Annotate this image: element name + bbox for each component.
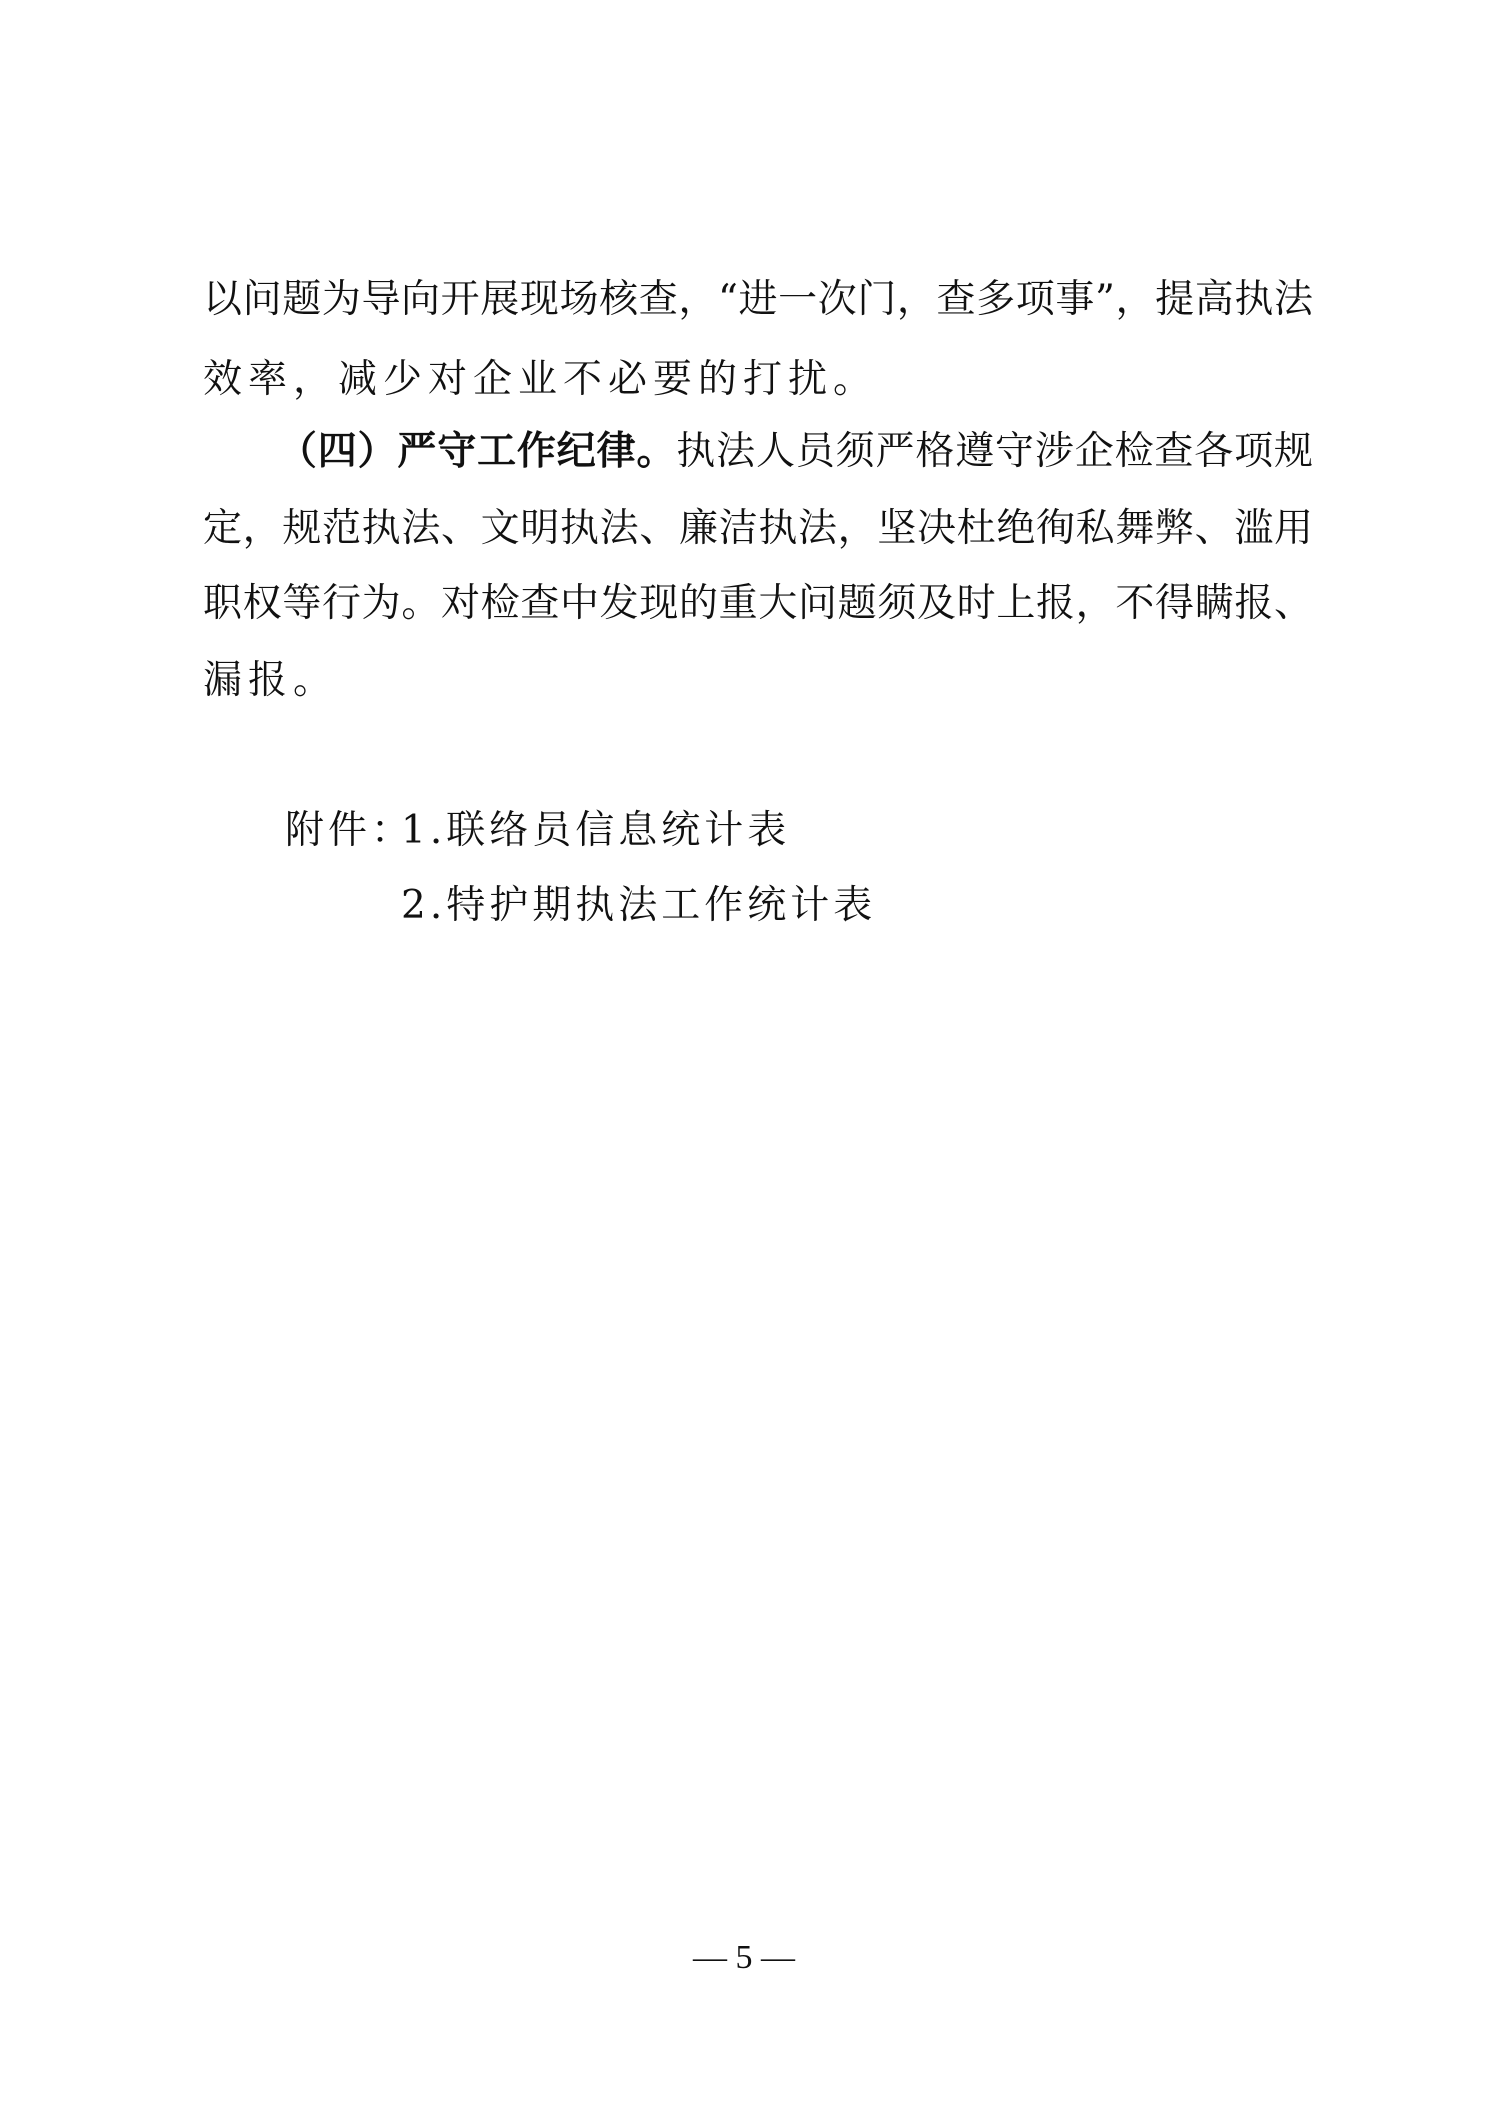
attachments-label: 附件： xyxy=(285,808,415,853)
paragraph-4-line-4: 漏报。 xyxy=(203,658,339,703)
page-number: — 5 — xyxy=(693,1939,795,1976)
attachment-item-1: 1.联络员信息统计表 xyxy=(401,808,791,853)
paragraph-3-line-2: 效率，减少对企业不必要的打扰。 xyxy=(203,357,879,402)
paragraph-4-line-2: 定，规范执法、文明执法、廉洁执法，坚决杜绝徇私舞弊、滥用 xyxy=(203,506,1313,551)
attachment-item-2: 2.特护期执法工作统计表 xyxy=(401,883,877,928)
paragraph-4-line-3: 职权等行为。对检查中发现的重大问题须及时上报，不得瞒报、 xyxy=(203,581,1313,626)
paragraph-4-line-1-text: 执法人员须严格遵守涉企检查各项规 xyxy=(676,429,1313,474)
paragraph-4-line-1 xyxy=(203,424,1313,480)
paragraph-4-heading: （四）严守工作纪律。 xyxy=(277,429,677,474)
paragraph-3-line-1: 以问题为导向开展现场核查，“进一次门，查多项事”，提高执法 xyxy=(203,277,1313,322)
